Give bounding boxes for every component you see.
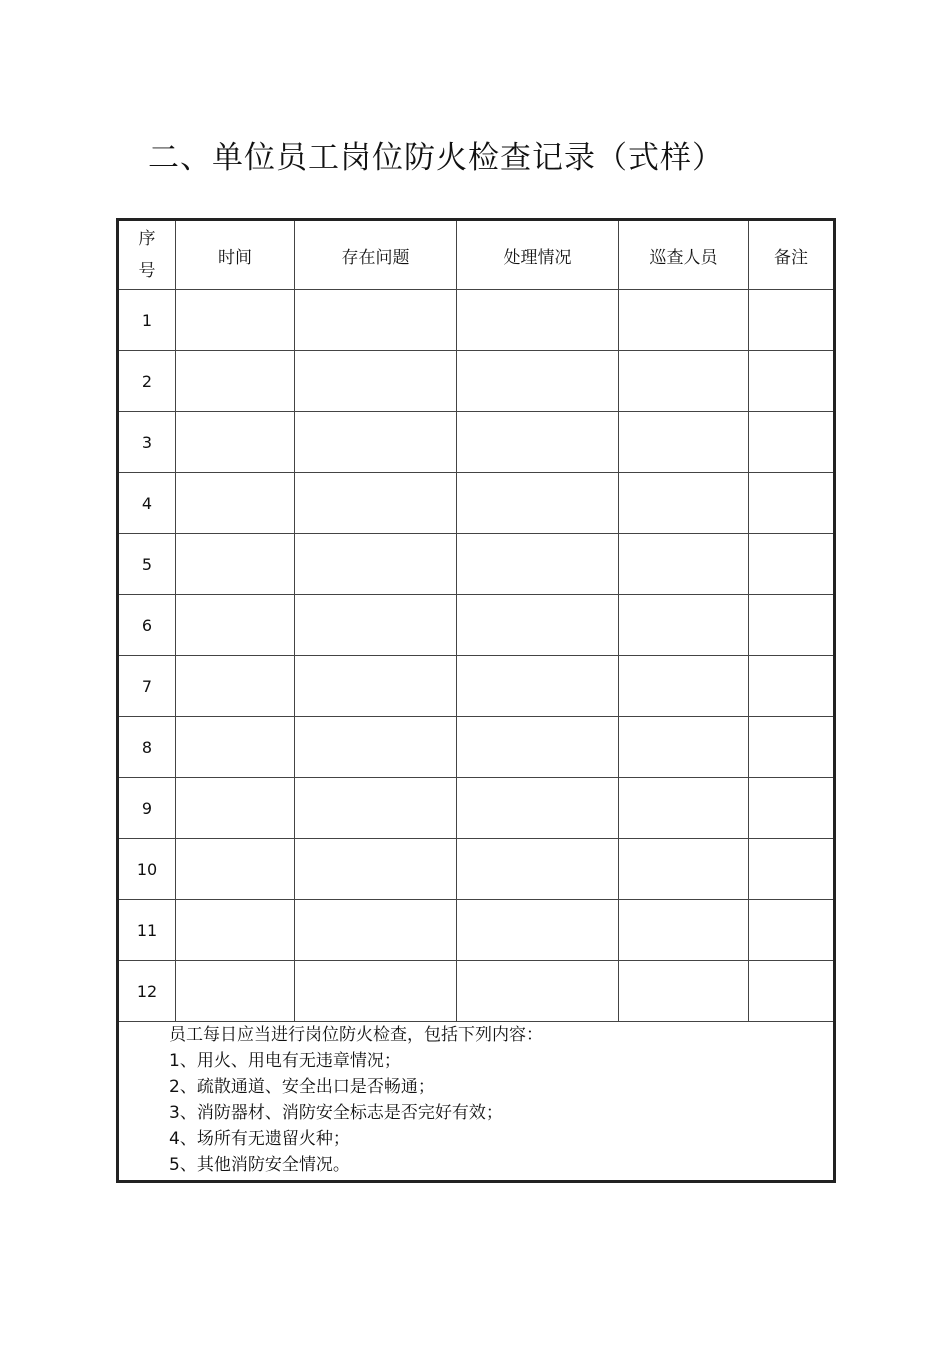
row-number: 4: [118, 473, 176, 534]
table-row: [118, 656, 835, 717]
cell-time: [176, 351, 295, 412]
cell-handling: [457, 839, 619, 900]
cell-time: [176, 961, 295, 1022]
cell-time: [176, 656, 295, 717]
row-number: 12: [118, 961, 176, 1022]
cell-problems: [295, 656, 457, 717]
header-handling: 处理情况: [457, 220, 619, 290]
cell-problems: [295, 595, 457, 656]
row-number: 10: [118, 839, 176, 900]
cell-inspector: [619, 290, 749, 351]
notes-intro: 员工每日应当进行岗位防火检查，包括下列内容：: [169, 1025, 543, 1045]
cell-problems: [295, 412, 457, 473]
notes-cell: [118, 1022, 835, 1182]
cell-problems: [295, 717, 457, 778]
cell-handling: [457, 717, 619, 778]
table-row: [118, 961, 835, 1022]
cell-remarks: [749, 473, 835, 534]
row-number: 11: [118, 900, 176, 961]
cell-inspector: [619, 473, 749, 534]
cell-problems: [295, 900, 457, 961]
cell-remarks: [749, 595, 835, 656]
cell-inspector: [619, 534, 749, 595]
cell-time: [176, 900, 295, 961]
row-number: 3: [118, 412, 176, 473]
table-row: [118, 351, 835, 412]
cell-remarks: [749, 351, 835, 412]
table-row: [118, 778, 835, 839]
table-row: [118, 412, 835, 473]
cell-inspector: [619, 412, 749, 473]
cell-problems: [295, 778, 457, 839]
table-row: [118, 595, 835, 656]
cell-inspector: [619, 351, 749, 412]
cell-problems: [295, 351, 457, 412]
cell-remarks: [749, 534, 835, 595]
table-header-row: [118, 220, 835, 290]
cell-remarks: [749, 717, 835, 778]
row-number: 5: [118, 534, 176, 595]
cell-problems: [295, 534, 457, 595]
table-row: [118, 290, 835, 351]
notes-item: 2、疏散通道、安全出口是否畅通；: [169, 1077, 435, 1097]
row-number: 9: [118, 778, 176, 839]
cell-handling: [457, 412, 619, 473]
cell-handling: [457, 595, 619, 656]
cell-remarks: [749, 839, 835, 900]
cell-time: [176, 473, 295, 534]
table-row: [118, 839, 835, 900]
header-inspector: 巡查人员: [619, 220, 749, 290]
cell-handling: [457, 290, 619, 351]
cell-handling: [457, 656, 619, 717]
cell-time: [176, 778, 295, 839]
cell-handling: [457, 900, 619, 961]
cell-time: [176, 290, 295, 351]
inspection-record-table: [116, 218, 836, 1183]
cell-time: [176, 595, 295, 656]
cell-problems: [295, 839, 457, 900]
cell-remarks: [749, 778, 835, 839]
row-number: 7: [118, 656, 176, 717]
table-row: [118, 900, 835, 961]
row-number: 1: [118, 290, 176, 351]
table-row: [118, 534, 835, 595]
cell-time: [176, 839, 295, 900]
page-title: 二、单位员工岗位防火检查记录（式样）: [148, 140, 724, 176]
header-seq-line2: 号: [138, 261, 156, 281]
cell-remarks: [749, 656, 835, 717]
header-remarks: 备注: [749, 220, 835, 290]
header-seq: [118, 220, 176, 290]
cell-time: [176, 412, 295, 473]
header-problems: 存在问题: [295, 220, 457, 290]
cell-remarks: [749, 961, 835, 1022]
row-number: 8: [118, 717, 176, 778]
table-row: [118, 473, 835, 534]
cell-handling: [457, 961, 619, 1022]
header-seq-line1: 序: [138, 229, 156, 249]
row-number: 2: [118, 351, 176, 412]
notes-item: 4、场所有无遗留火种；: [169, 1129, 350, 1149]
notes-row: [118, 1022, 835, 1182]
table-row: [118, 717, 835, 778]
cell-remarks: [749, 290, 835, 351]
cell-handling: [457, 778, 619, 839]
cell-handling: [457, 351, 619, 412]
cell-time: [176, 534, 295, 595]
cell-inspector: [619, 595, 749, 656]
cell-inspector: [619, 717, 749, 778]
cell-handling: [457, 473, 619, 534]
cell-inspector: [619, 778, 749, 839]
cell-problems: [295, 473, 457, 534]
notes-item: 1、用火、用电有无违章情况；: [169, 1051, 401, 1071]
cell-problems: [295, 961, 457, 1022]
cell-inspector: [619, 900, 749, 961]
cell-problems: [295, 290, 457, 351]
cell-inspector: [619, 961, 749, 1022]
row-number: 6: [118, 595, 176, 656]
notes-item: 3、消防器材、消防安全标志是否完好有效；: [169, 1103, 503, 1123]
cell-inspector: [619, 656, 749, 717]
cell-remarks: [749, 412, 835, 473]
cell-remarks: [749, 900, 835, 961]
header-time: 时间: [176, 220, 295, 290]
cell-time: [176, 717, 295, 778]
notes-item: 5、其他消防安全情况。: [169, 1155, 350, 1175]
cell-handling: [457, 534, 619, 595]
cell-inspector: [619, 839, 749, 900]
notes-list: [119, 1022, 833, 1178]
